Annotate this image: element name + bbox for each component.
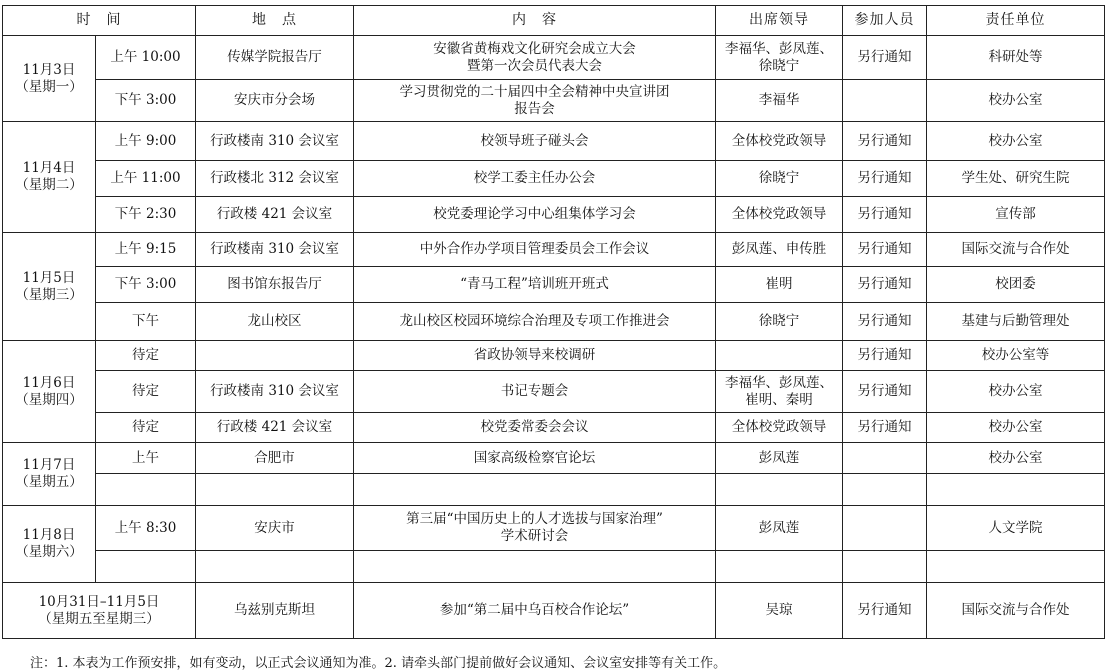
time-cell: 下午 3:00 [96, 267, 196, 303]
schedule-table [2, 5, 1105, 639]
leader-line: 崔明 [765, 276, 793, 292]
attendees-cell: 另行通知 [843, 233, 927, 267]
content-cell [354, 80, 716, 122]
leader-cell [716, 583, 843, 639]
content-cell [354, 443, 716, 474]
date-cell [3, 341, 96, 443]
attendees-cell: 另行通知 [843, 122, 927, 161]
content-line: 省政协领导来校调研 [473, 347, 596, 363]
content-cell [354, 267, 716, 303]
unit-cell: 国际交流与合作处 [927, 583, 1105, 639]
place-cell: 图书馆东报告厅 [196, 267, 354, 303]
content-line: 中外合作办学项目管理委员会工作会议 [419, 241, 650, 257]
weekday-label: （星期六） [15, 544, 83, 560]
attendees-cell: 另行通知 [843, 371, 927, 413]
place-cell: 行政楼 421 会议室 [196, 413, 354, 443]
table-row [3, 341, 1105, 371]
time-cell: 下午 2:30 [96, 197, 196, 233]
unit-cell: 基建与后勤管理处 [927, 303, 1105, 341]
weekday-label: （星期五） [15, 474, 83, 490]
date-range-label: 10月31日–11月5日 [38, 593, 160, 610]
leader-line: 全体校党政领导 [731, 419, 827, 435]
content-cell [354, 233, 716, 267]
place-cell: 行政楼南 310 会议室 [196, 371, 354, 413]
place-cell: 龙山校区 [196, 303, 354, 341]
table-row [3, 303, 1105, 341]
footnote: 注：1. 本表为工作预安排，如有变动，以正式会议通知为准。2. 请牵头部门提前做好会议通知、会议室安排等有关工作。 [30, 656, 727, 671]
time-cell: 上午 8:30 [96, 506, 196, 551]
leader-line: 彭凤莲 [758, 449, 800, 466]
leader-cell [716, 36, 843, 80]
table-row [3, 36, 1105, 80]
leader-line: 李福华、彭凤莲、 [725, 374, 833, 391]
leader-cell [716, 474, 843, 506]
content-line: 龙山校区校园环境综合治理及专项工作推进会 [399, 313, 670, 329]
content-cell [354, 506, 716, 551]
content-line: 校学工委主任办公会 [473, 170, 596, 186]
time-cell: 待定 [96, 341, 196, 371]
table-row [3, 474, 1105, 506]
attendees-cell: 另行通知 [843, 161, 927, 197]
attendees-cell: 另行通知 [843, 583, 927, 639]
content-line: 国家高级检察官论坛 [473, 449, 596, 466]
unit-cell: 校办公室等 [927, 341, 1105, 371]
attendees-cell: 另行通知 [843, 303, 927, 341]
time-cell: 下午 3:00 [96, 80, 196, 122]
leader-line: 全体校党政领导 [731, 132, 827, 149]
leader-line: 徐晓宁 [758, 57, 800, 74]
unit-cell: 校办公室 [927, 371, 1105, 413]
leader-cell [716, 443, 843, 474]
date-label: 11月8日 [22, 527, 76, 543]
leader-cell [716, 80, 843, 122]
attendees-cell [843, 80, 927, 122]
place-cell [196, 474, 354, 506]
unit-cell [927, 551, 1105, 583]
attendees-cell: 另行通知 [843, 197, 927, 233]
time-cell: 待定 [96, 413, 196, 443]
unit-cell: 校办公室 [927, 413, 1105, 443]
content-line: 参加“第二届中乌百校合作论坛” [439, 602, 630, 618]
table-row-final [3, 583, 1105, 639]
unit-cell: 校团委 [927, 267, 1105, 303]
weekday-label: （星期二） [15, 177, 83, 193]
content-line: 学术研讨会 [500, 528, 569, 544]
table-row [3, 413, 1105, 443]
content-cell [354, 122, 716, 161]
weekday-label: （星期四） [15, 391, 83, 408]
leader-cell [716, 122, 843, 161]
unit-cell [927, 474, 1105, 506]
time-cell: 待定 [96, 371, 196, 413]
attendees-cell: 另行通知 [843, 267, 927, 303]
header-leader: 出席领导 [716, 6, 843, 36]
time-cell [96, 474, 196, 506]
attendees-cell [843, 506, 927, 551]
date-cell [3, 506, 96, 583]
table-row [3, 443, 1105, 474]
table-row [3, 506, 1105, 551]
place-cell: 安庆市分会场 [196, 80, 354, 122]
table-row [3, 122, 1105, 161]
header-unit: 责任单位 [927, 6, 1105, 36]
header-time: 时 间 [3, 6, 196, 36]
date-range-cell [3, 583, 196, 639]
content-cell [354, 583, 716, 639]
attendees-cell: 另行通知 [843, 341, 927, 371]
leader-line: 吴琼 [765, 602, 793, 618]
leader-cell [716, 161, 843, 197]
weekday-label: （星期三） [15, 286, 83, 303]
schedule-body [3, 36, 1105, 639]
leader-cell [716, 371, 843, 413]
attendees-cell [843, 443, 927, 474]
date-label: 11月4日 [22, 160, 76, 176]
table-row [3, 80, 1105, 122]
content-line: 报告会 [514, 100, 555, 117]
place-cell: 安庆市 [196, 506, 354, 551]
leader-line: 徐晓宁 [758, 313, 800, 329]
time-cell: 上午 11:00 [96, 161, 196, 197]
header-row [3, 6, 1105, 36]
table-row [3, 233, 1105, 267]
place-cell [196, 341, 354, 371]
weekday-label: （星期一） [15, 78, 83, 95]
content-line: 安徽省黄梅戏文化研究会成立大会 [433, 40, 636, 57]
table-row [3, 197, 1105, 233]
table-row [3, 267, 1105, 303]
unit-cell: 校办公室 [927, 443, 1105, 474]
time-cell [96, 551, 196, 583]
leader-cell [716, 551, 843, 583]
leader-line: 彭凤莲 [758, 519, 800, 536]
leader-line: 崔明、秦明 [745, 391, 813, 408]
time-cell: 上午 9:15 [96, 233, 196, 267]
place-cell: 行政楼南 310 会议室 [196, 233, 354, 267]
table-row [3, 551, 1105, 583]
unit-cell: 人文学院 [927, 506, 1105, 551]
content-cell [354, 303, 716, 341]
leader-line: 李福华 [758, 92, 800, 108]
leader-cell [716, 413, 843, 443]
unit-cell: 校办公室 [927, 122, 1105, 161]
content-cell [354, 36, 716, 80]
table-row [3, 161, 1105, 197]
attendees-cell [843, 551, 927, 583]
attendees-cell: 另行通知 [843, 36, 927, 80]
date-cell [3, 36, 96, 122]
content-line: “青马工程”培训班开班式 [460, 276, 609, 292]
place-cell: 乌兹别克斯坦 [196, 583, 354, 639]
leader-line: 全体校党政领导 [731, 206, 827, 222]
date-label: 11月7日 [22, 457, 76, 473]
header-content: 内 容 [354, 6, 716, 36]
place-cell: 合肥市 [196, 443, 354, 474]
leader-line: 李福华、彭凤莲、 [725, 40, 833, 57]
date-cell [3, 443, 96, 506]
leader-cell [716, 233, 843, 267]
time-cell: 下午 [96, 303, 196, 341]
content-cell [354, 341, 716, 371]
content-cell [354, 161, 716, 197]
content-line: 校领导班子碰头会 [480, 132, 589, 149]
attendees-cell: 另行通知 [843, 413, 927, 443]
date-label: 11月3日 [22, 61, 76, 78]
date-label: 11月6日 [22, 374, 76, 391]
weekday-range-label: （星期五至星期三） [38, 610, 160, 627]
content-cell [354, 197, 716, 233]
leader-cell [716, 267, 843, 303]
place-cell: 行政楼 421 会议室 [196, 197, 354, 233]
leader-cell [716, 303, 843, 341]
content-cell [354, 413, 716, 443]
content-line: 校党委常委会会议 [480, 419, 589, 435]
attendees-cell [843, 474, 927, 506]
date-cell [3, 233, 96, 341]
date-label: 11月5日 [22, 269, 76, 286]
content-cell [354, 474, 716, 506]
leader-line: 彭凤莲、申传胜 [731, 241, 827, 257]
content-line: 第三届“中国历史上的人才选拔与国家治理” [406, 511, 663, 527]
table-row [3, 371, 1105, 413]
content-cell [354, 551, 716, 583]
unit-cell: 科研处等 [927, 36, 1105, 80]
time-cell: 上午 9:00 [96, 122, 196, 161]
content-cell [354, 371, 716, 413]
content-line: 暨第一次会员代表大会 [467, 57, 602, 74]
header-place: 地 点 [196, 6, 354, 36]
unit-cell: 国际交流与合作处 [927, 233, 1105, 267]
unit-cell: 学生处、研究生院 [927, 161, 1105, 197]
header-attendees: 参加人员 [843, 6, 927, 36]
place-cell: 行政楼南 310 会议室 [196, 122, 354, 161]
leader-cell [716, 197, 843, 233]
place-cell: 行政楼北 312 会议室 [196, 161, 354, 197]
content-line: 校党委理论学习中心组集体学习会 [433, 206, 636, 222]
leader-cell [716, 506, 843, 551]
unit-cell: 宣传部 [927, 197, 1105, 233]
leader-cell [716, 341, 843, 371]
place-cell: 传媒学院报告厅 [196, 36, 354, 80]
leader-line: 徐晓宁 [758, 170, 800, 186]
time-cell: 上午 10:00 [96, 36, 196, 80]
time-cell: 上午 [96, 443, 196, 474]
date-cell [3, 122, 96, 233]
content-line: 书记专题会 [500, 383, 569, 399]
unit-cell: 校办公室 [927, 80, 1105, 122]
content-line: 学习贯彻党的二十届四中全会精神中央宣讲团 [399, 83, 670, 100]
place-cell [196, 551, 354, 583]
